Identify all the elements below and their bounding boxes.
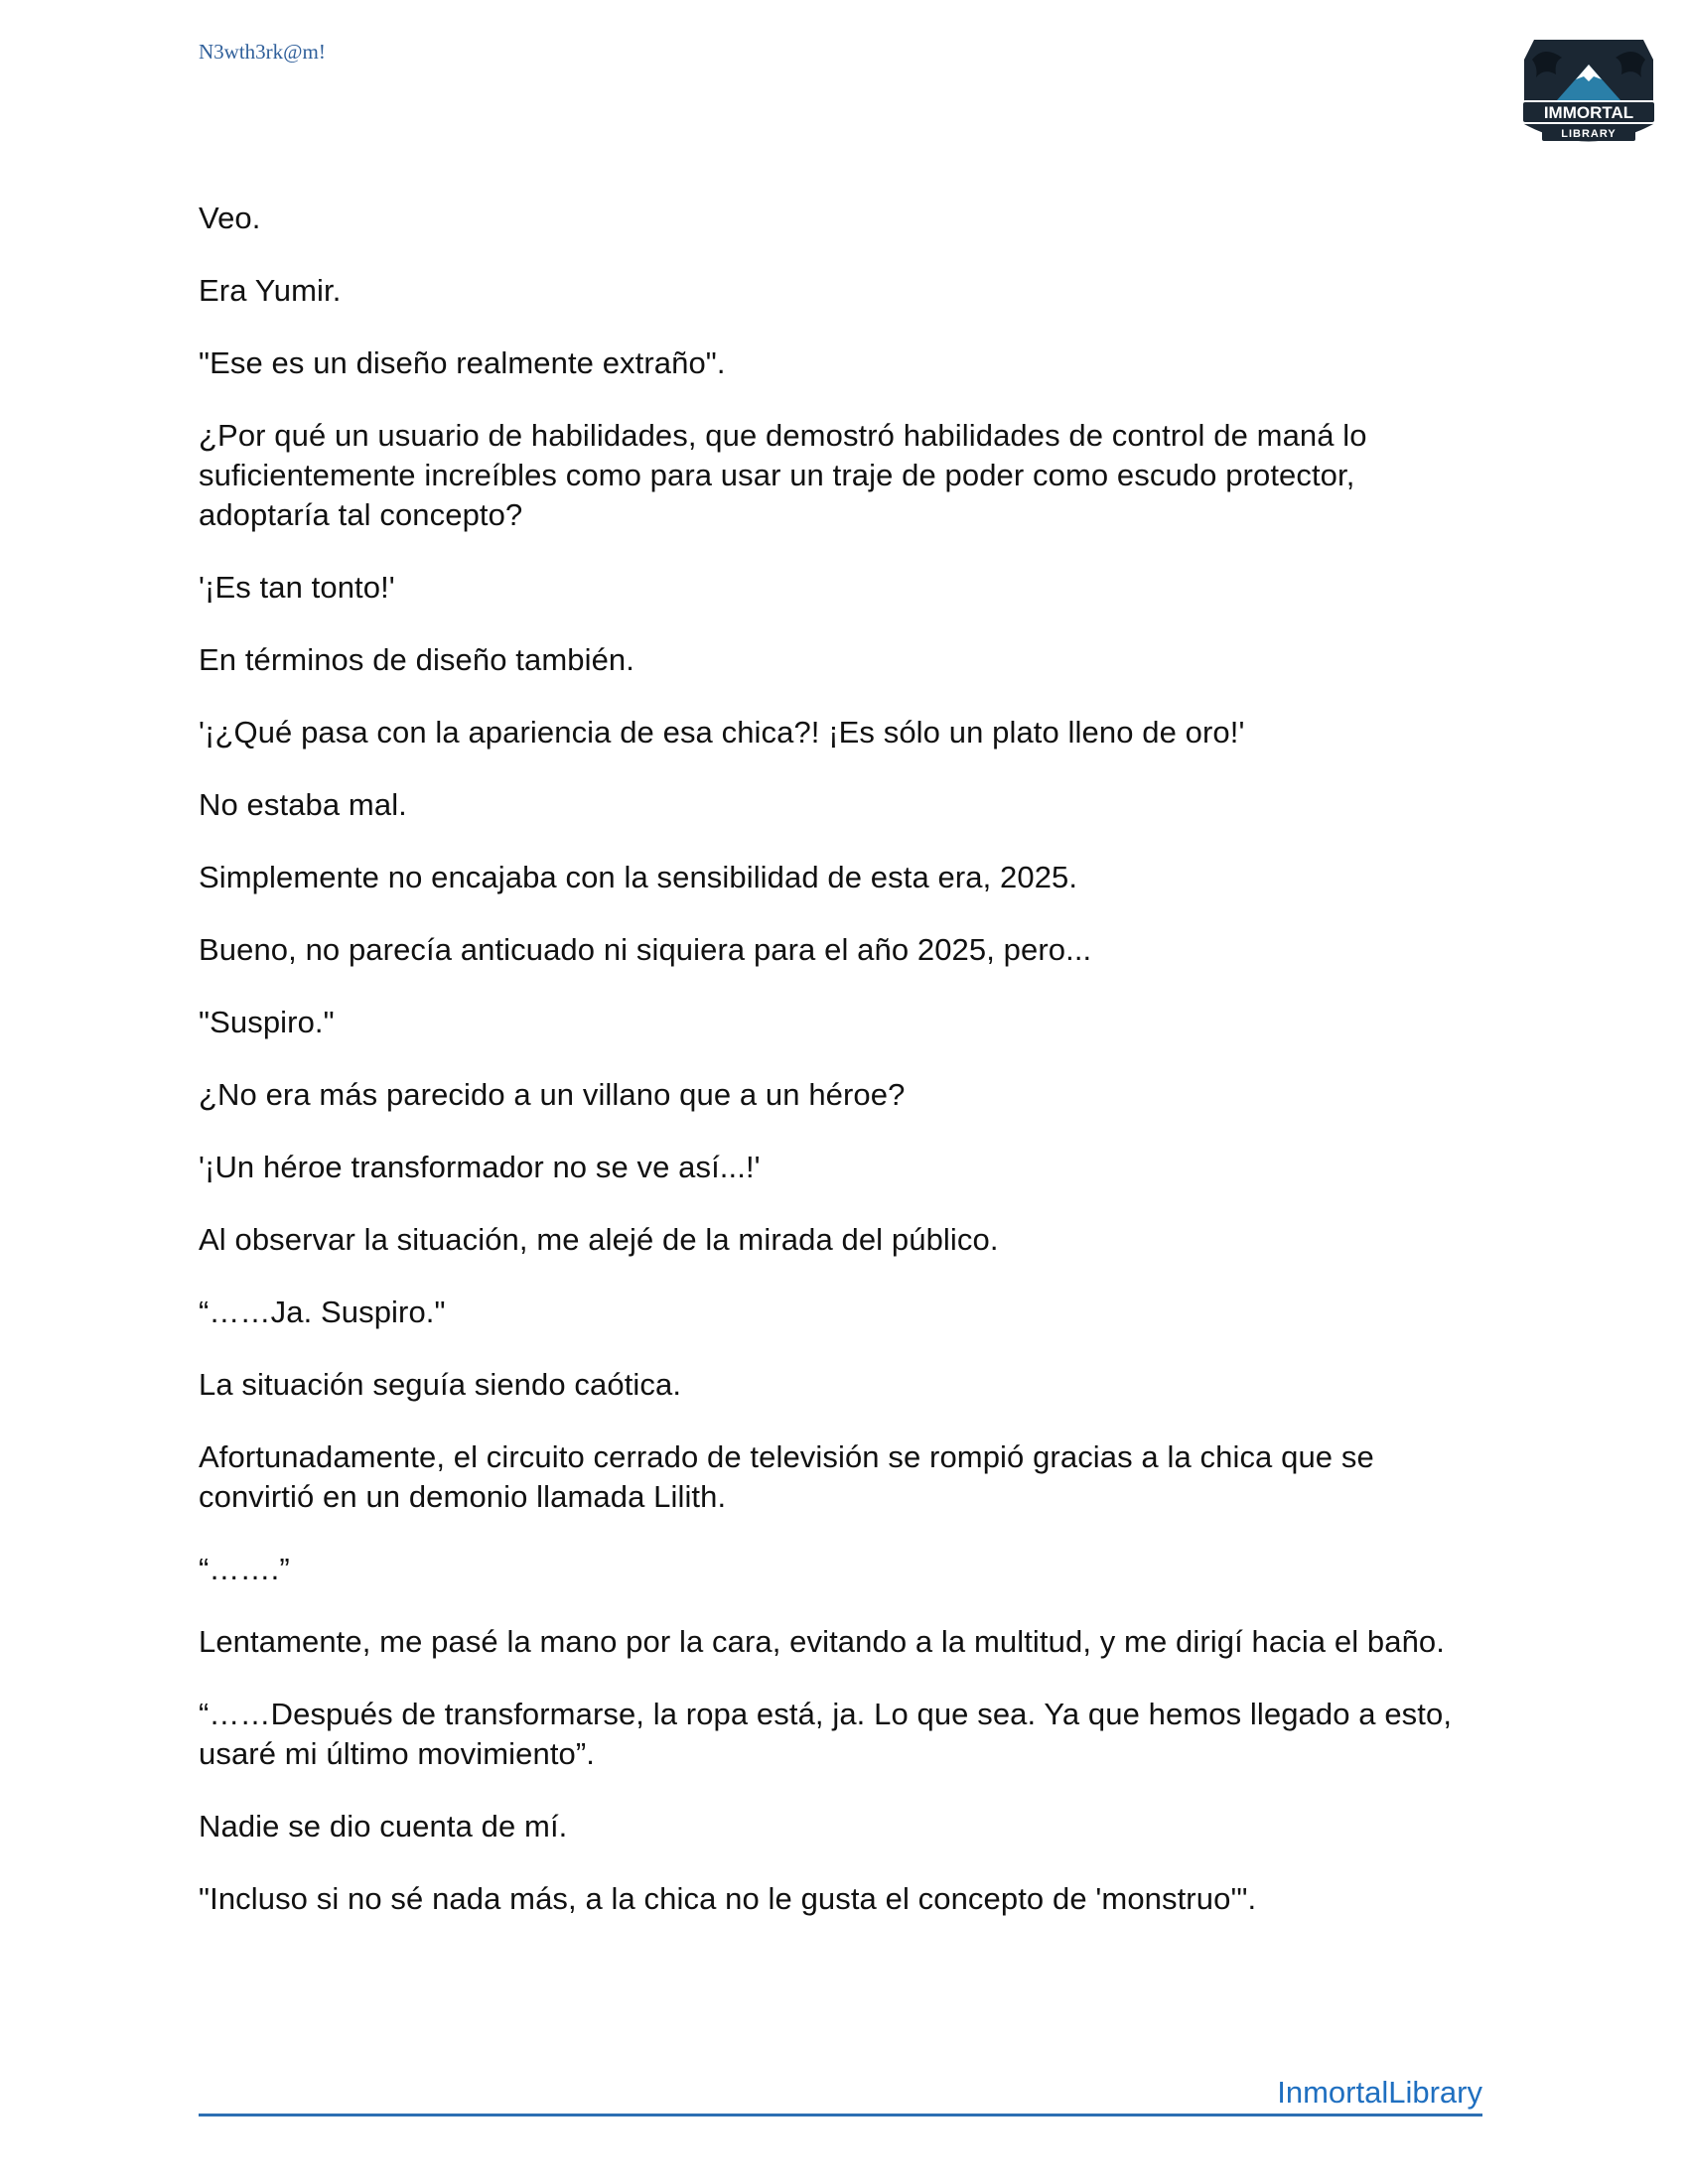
document-body <box>199 199 1479 1952</box>
paragraph: En términos de diseño también. <box>199 642 634 677</box>
paragraph: Nadie se dio cuenta de mí. <box>199 1809 568 1843</box>
paragraph: Simplemente no encajaba con la sensibilidad de esta era, 2025. <box>199 860 1078 894</box>
paragraph: La situación seguía siendo caótica. <box>199 1367 682 1402</box>
paragraph: ¿No era más parecido a un villano que a un héroe? <box>199 1077 906 1112</box>
immortal-library-logo <box>1514 30 1663 164</box>
paragraph: Bueno, no parecía anticuado ni siquiera para el año 2025, pero... <box>199 932 1092 967</box>
paragraph: Era Yumir. <box>199 273 342 308</box>
paragraph: “……Después de transformarse, la ropa está, ja. Lo que sea. Ya que hemos llegado a esto, usaré mi último movimiento”. <box>199 1697 1453 1771</box>
footer-divider <box>199 2114 1482 2116</box>
paragraph: “…….” <box>199 1552 290 1586</box>
paragraph: No estaba mal. <box>199 787 407 822</box>
logo-text-line1: IMMORTAL <box>1543 103 1634 122</box>
paragraph: '¡Es tan tonto!' <box>199 570 395 605</box>
paragraph: Lentamente, me pasé la mano por la cara, evitando a la multitud, y me dirigí hacia el baño. <box>199 1624 1445 1659</box>
footer-link[interactable]: InmortalLibrary <box>1277 2075 1482 2110</box>
logo-text-line2: LIBRARY <box>1561 128 1617 140</box>
header-mark: N3wth3rk@m! <box>199 40 326 64</box>
paragraph: "Incluso si no sé nada más, a la chica no le gusta el concepto de 'monstruo'". <box>199 1881 1257 1916</box>
paragraph: Al observar la situación, me alejé de la mirada del público. <box>199 1222 999 1257</box>
paragraph: '¡Un héroe transformador no se ve así...!' <box>199 1150 761 1184</box>
paragraph: "Ese es un diseño realmente extraño". <box>199 345 726 380</box>
paragraph: "Suspiro." <box>199 1005 335 1039</box>
paragraph: '¡¿Qué pasa con la apariencia de esa chica?! ¡Es sólo un plato lleno de oro!' <box>199 715 1245 750</box>
paragraph: Afortunadamente, el circuito cerrado de televisión se rompió gracias a la chica que se convirtió en un demonio llamada Lilith. <box>199 1439 1374 1514</box>
paragraph: Veo. <box>199 201 261 235</box>
paragraph: ¿Por qué un usuario de habilidades, que demostró habilidades de control de maná lo suficientemente increíbles como para usar un traje de poder como escudo protector, adoptaría tal concepto? <box>199 418 1367 532</box>
paragraph: “……Ja. Suspiro." <box>199 1295 446 1329</box>
